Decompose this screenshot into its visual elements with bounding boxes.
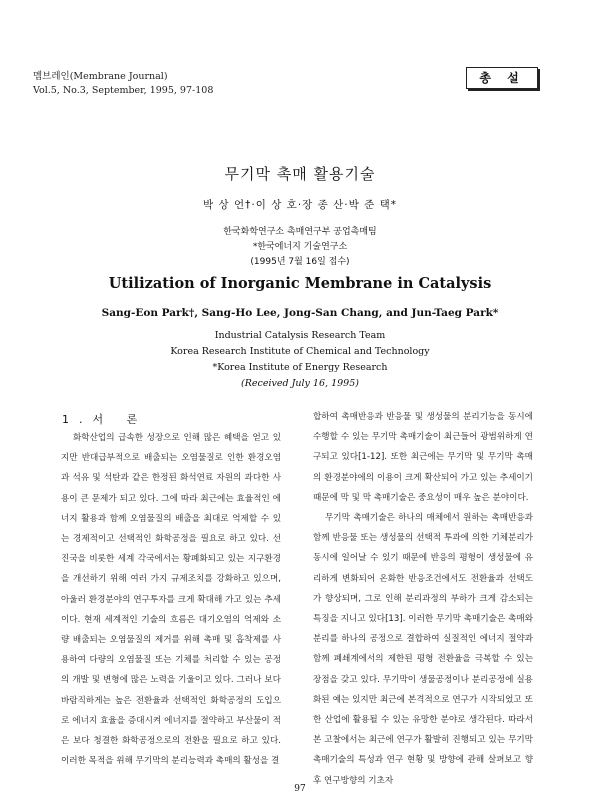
korean-received-date: (1995년 7월 16일 접수)	[250, 257, 350, 267]
korean-affiliation: 한국화학연구소 촉매연구부 공업촉매팀	[223, 227, 377, 237]
english-authors: Sang-Eon Park†, Sang-Ho Lee, Jong-San Chang, and Jun-Taeg Park*	[101, 307, 499, 319]
section-heading	[62, 411, 147, 427]
right-column	[313, 407, 533, 791]
body-paragraph: 합하여 촉매반응과 반응물 및 생성물의 분리기능을 동시에 수행할 수 있는 무기막 촉매기술이 최근들어 광범위하게 연구되고 있다[1-12]. 또한 최근에는 무기막 및 무기막 촉매의 환경분야에의 이용이 크게 확산되어 가고 있는 추세이기 때문에 막 및 막 촉매기술은 중요성이 매우 높은 분야이다.	[313, 412, 533, 503]
journal-name: 멤브레인(Membrane Journal)	[33, 71, 168, 82]
left-column	[61, 428, 281, 771]
journal-header	[33, 70, 213, 98]
english-affiliation: Korea Research Institute of Chemical and Technology	[170, 346, 430, 357]
article-type-badge: 총 설	[466, 67, 538, 89]
section-number: 1.	[62, 413, 93, 426]
korean-authors: 박 상 언†·이 상 호·장 종 산·박 준 택*	[203, 199, 397, 211]
korean-affiliation: *한국에너지 기술연구소	[252, 242, 348, 252]
body-paragraph: 화학산업의 급속한 성장으로 인해 많은 혜택을 얻고 있지만 반대급부적으로 배출되는 오염물질로 인한 환경오염과 석유 및 석탄과 같은 한정된 화석연료 자원의 과다한 사용이 큰 문제가 되고 있다. 그에 따라 최근에는 효율적인 에너지 활용과 함께 오염물질의 배출을 최대로 억제할 수 있는 경제적이고 선택적인 화학공정을 필요로 하고 있다. 선진국을 비롯한 세계 각국에서는 황폐화되고 있는 지구환경을 개선하기 위해 여러 가지 규제조치를 강화하고 있으며, 아울러 환경분야의 연구투자를 크게 확대해 가고 있는 추세이다. 현재 세계적인 기술의 흐름은 대기오염의 억제와 소량 배출되는 오염물질의 제거를 위해 촉매 및 흡착제를 사용하여 다량의 오염물질 또는 기체를 처리할 수 있는 공정의 개발 및 변형에 많은 노력을 기울이고 있다. 그러나 보다 바람직하게는 높은 전환율과 선택적인 화학공정의 도입으로 에너지 효율을 증대시켜 에너지를 절약하고 부산물이 적은 보다 청결한 화학공정으로의 전환을 필요로 하고 있다. 이러한 목적을 위해 무기막의 분리능력과 촉매의 활성을 결	[61, 433, 281, 767]
page-number: 97	[294, 784, 306, 794]
english-affiliation: *Korea Institute of Energy Research	[212, 362, 388, 373]
english-received-date: (Received July 16, 1995)	[241, 378, 359, 389]
english-affiliation: Industrial Catalysis Research Team	[214, 330, 386, 341]
journal-citation: Vol.5, No.3, September, 1995, 97-108	[33, 85, 214, 96]
english-title: Utilization of Inorganic Membrane in Catalysis	[108, 275, 492, 292]
korean-title: 무기막 촉매 활용기술	[224, 165, 376, 183]
body-paragraph: 무기막 촉매기술은 하나의 매체에서 원하는 촉매반응과 함께 반응물 또는 생성물의 선택적 투과에 의한 기체분리가 동시에 일어날 수 있기 때문에 반응의 평형이 생성물에 유리하게 변화되어 온화한 반응조건에서도 전환율과 선택도가 향상되며, 그로 인해 분리과정의 부하가 크게 감소되는 특징을 지니고 있다[13]. 이러한 무기막 촉매기술은 촉매와 분리를 하나의 공정으로 결합하여 실질적인 에너지 절약과 함께 폐쇄계에서의 제한된 평형 전환율을 극복할 수 있는 장점을 갖고 있다. 무기막이 생물공정이나 분리공정에 실용화된 예는 있지만 최근에 본격적으로 연구가 시작되었고 또한 산업에 활용될 수 있는 유망한 분야로 생각된다. 따라서 본 고찰에서는 최근에 연구가 활발히 진행되고 있는 무기막 촉매기술의 특성과 연구 현황 및 방향에 관해 살펴보고 향후 연구방향의 기초자	[313, 513, 533, 786]
section-title: 서 론	[92, 413, 148, 426]
